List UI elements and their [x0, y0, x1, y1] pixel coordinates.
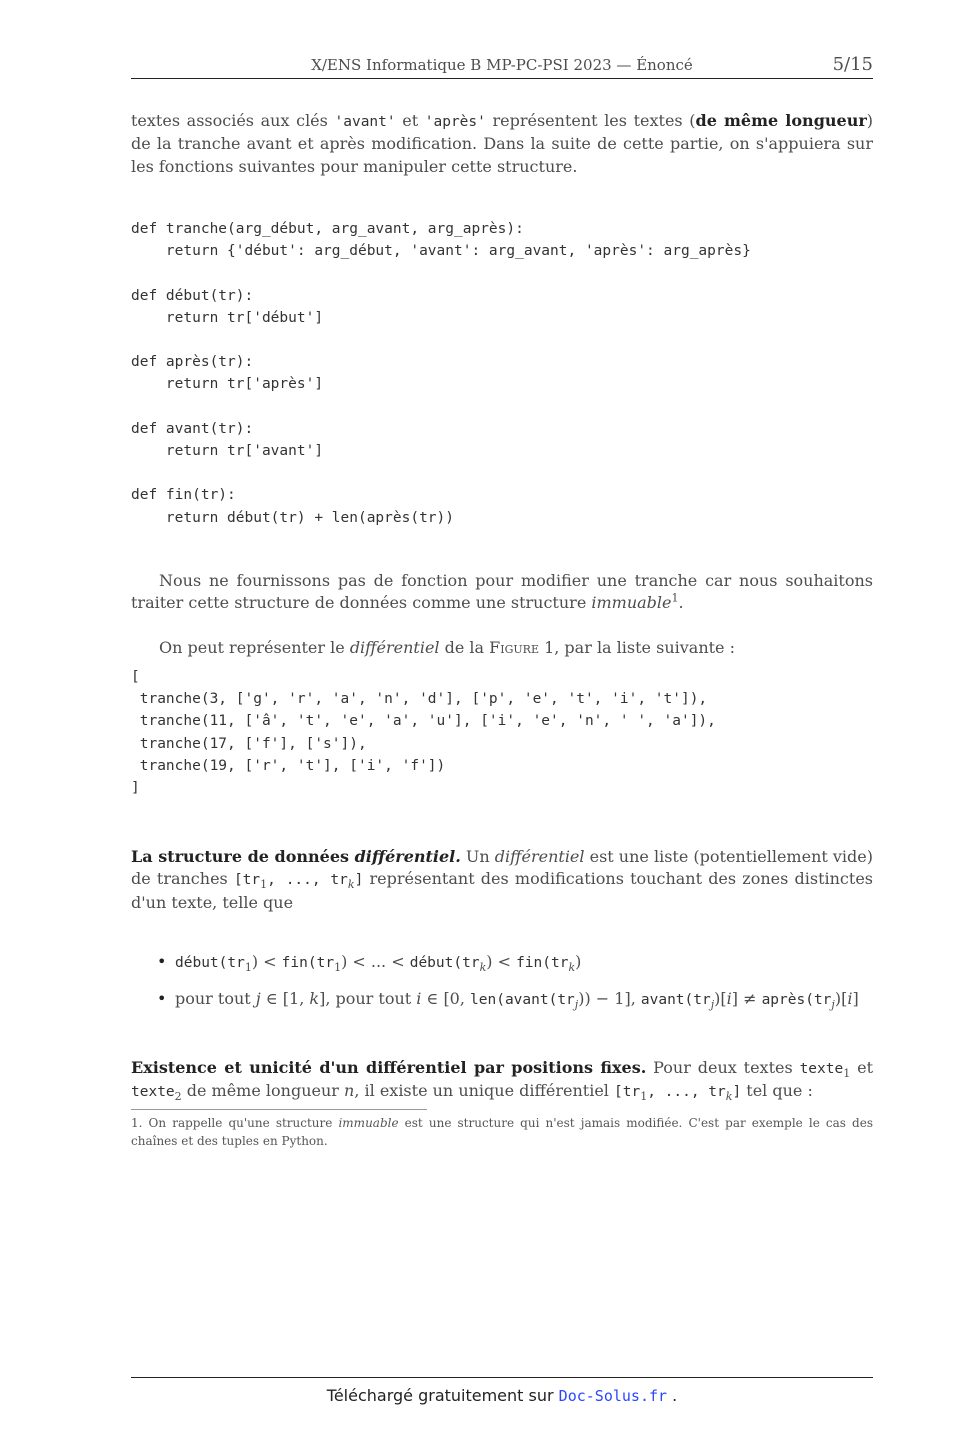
math-var: n: [344, 1081, 355, 1101]
code: avant(tr: [640, 992, 711, 1008]
subscript: 1: [843, 1067, 851, 1081]
running-header: [131, 54, 873, 79]
text: )) − 1],: [578, 989, 641, 1008]
code-block-functions: def tranche(arg_début, arg_avant, arg_après): return {'début': arg_début, 'avant': arg_avant, 'après': arg_après} def début(tr): return tr['début'] def après(tr): return tr['après'] def avant(tr): return tr['avant'] def fin(tr): return début(tr) + len(après(tr)): [131, 221, 751, 526]
code: fin(tr: [516, 955, 569, 971]
text: )[: [834, 989, 848, 1008]
text: 1, par la liste suivante :: [538, 638, 735, 657]
subscript: j: [574, 998, 579, 1012]
code: , ..., tr: [267, 872, 348, 889]
text: tel que :: [741, 1081, 813, 1101]
code-key-avant: 'avant': [334, 114, 396, 130]
code: ]: [354, 872, 364, 889]
code: len(avant(tr: [470, 992, 575, 1008]
section-heading: Existence et unicité d'un différentiel par positions fixes.: [131, 1058, 647, 1077]
doc-solus-link[interactable]: Doc-Solus.fr: [558, 1387, 668, 1405]
text: , il existe un unique différentiel: [354, 1081, 614, 1101]
code-block-example-list: [ tranche(3, ['g', 'r', 'a', 'n', 'd'], ['p', 'e', 't', 'i', 't']), tranche(11, ['â', 't', 'e', 'a', 'u'], ['i', 'e', 'n', ' ', 'a']), tranche(17, ['f'], ['s']), tranche(19, ['r', 't'], ['i', 'f']) ]: [131, 669, 716, 797]
text: et: [850, 1058, 874, 1077]
text: représentent les textes (: [485, 111, 696, 130]
math-var: i: [726, 989, 732, 1008]
condition-list: [157, 951, 873, 1025]
math-var: k: [309, 989, 320, 1008]
text: Pour deux textes: [646, 1058, 800, 1077]
text: .: [678, 593, 684, 613]
text: de même longueur: [181, 1081, 345, 1101]
code: ]: [732, 1084, 742, 1101]
intro-paragraph: [131, 110, 873, 178]
math-var: i: [416, 989, 422, 1008]
text: représentant des modifications touchant des zones distinctes d'un texte, telle que: [131, 869, 873, 912]
existence-paragraph: [131, 1057, 873, 1104]
text: est une liste (potentiellement vide) de tranches: [131, 847, 874, 889]
code: après(tr: [761, 992, 832, 1008]
figure-ref: Figure: [489, 638, 539, 657]
text: ) < ... <: [341, 952, 410, 971]
text: Un: [460, 847, 495, 866]
text: textes associés aux clés: [131, 111, 335, 130]
code: fin(tr: [281, 955, 335, 971]
subscript: k: [568, 961, 576, 975]
text: de la: [439, 638, 490, 657]
text: ) <: [486, 952, 517, 971]
subscript: 1: [244, 961, 252, 975]
text: On peut représenter le: [159, 638, 350, 657]
section-heading-italic: différentiel.: [354, 847, 461, 866]
footnote: [131, 1115, 873, 1150]
list-item: [157, 988, 873, 1025]
text: ] ≠: [731, 989, 762, 1008]
code: [tr: [613, 1084, 641, 1101]
text: est une structure qui n'est jamais modifiée. C'est par exemple le cas des chaînes et des tuples en Python.: [131, 1116, 873, 1148]
subscript: k: [347, 878, 355, 892]
bold-emphasis: de même longueur: [695, 111, 867, 130]
document-page: [131, 0, 873, 1441]
subscript: 1: [334, 961, 342, 975]
text: ) de la tranche avant et après modification. Dans la suite de cette partie, on s'appuiera sur les fonctions suivantes pour manipuler cette structure.: [131, 111, 874, 176]
text: et: [395, 111, 425, 130]
text: ∈ [0,: [421, 989, 471, 1008]
header-title: X/ENS Informatique B MP-PC-PSI 2023 — Énoncé: [311, 56, 693, 74]
text: ) <: [251, 952, 282, 971]
example-intro-paragraph: [131, 637, 873, 659]
text: ], pour tout: [319, 989, 417, 1008]
italic-term: différentiel: [349, 638, 440, 657]
code: [tr: [233, 872, 261, 889]
code: texte: [799, 1061, 844, 1077]
differentiel-paragraph: [131, 846, 873, 914]
footnote-mark: 1: [671, 592, 679, 606]
subscript: k: [725, 1090, 733, 1104]
code: début(tr: [175, 955, 245, 971]
section-heading: La structure de données: [131, 847, 355, 866]
text: ∈ [1,: [260, 989, 310, 1008]
footer-divider: [131, 1377, 873, 1378]
math-var: j: [255, 989, 261, 1008]
subscript: j: [710, 998, 715, 1012]
code: , ..., tr: [647, 1084, 726, 1101]
download-footer: [131, 1386, 873, 1405]
text: Nous ne fournissons pas de fonction pour modifier une tranche car nous souhaitons traiter cette structure de données comme une structure: [131, 571, 873, 613]
list-item: [157, 951, 873, 988]
math-var: i: [847, 989, 853, 1008]
subscript: k: [479, 961, 487, 975]
immutability-paragraph: [131, 570, 873, 615]
text: 1. On rappelle qu'une structure: [131, 1116, 339, 1130]
footer-text: Téléchargé gratuitement sur: [326, 1386, 559, 1405]
italic-term: immuable: [591, 593, 672, 613]
italic-term: immuable: [338, 1116, 399, 1130]
subscript: 1: [640, 1090, 648, 1104]
footnote-divider: [131, 1109, 427, 1110]
page-number: 5/15: [832, 54, 873, 75]
subscript: j: [831, 998, 835, 1012]
text: )[: [714, 989, 727, 1008]
subscript: 1: [260, 878, 268, 892]
subscript: 2: [174, 1090, 182, 1104]
code-key-apres: 'après': [424, 114, 486, 130]
italic-term: différentiel: [494, 847, 585, 866]
text: ]: [852, 989, 859, 1008]
text: ): [575, 952, 582, 971]
text: pour tout: [175, 989, 256, 1008]
code: texte: [131, 1084, 175, 1101]
code: début(tr: [409, 955, 480, 971]
footer-text: .: [667, 1386, 678, 1405]
